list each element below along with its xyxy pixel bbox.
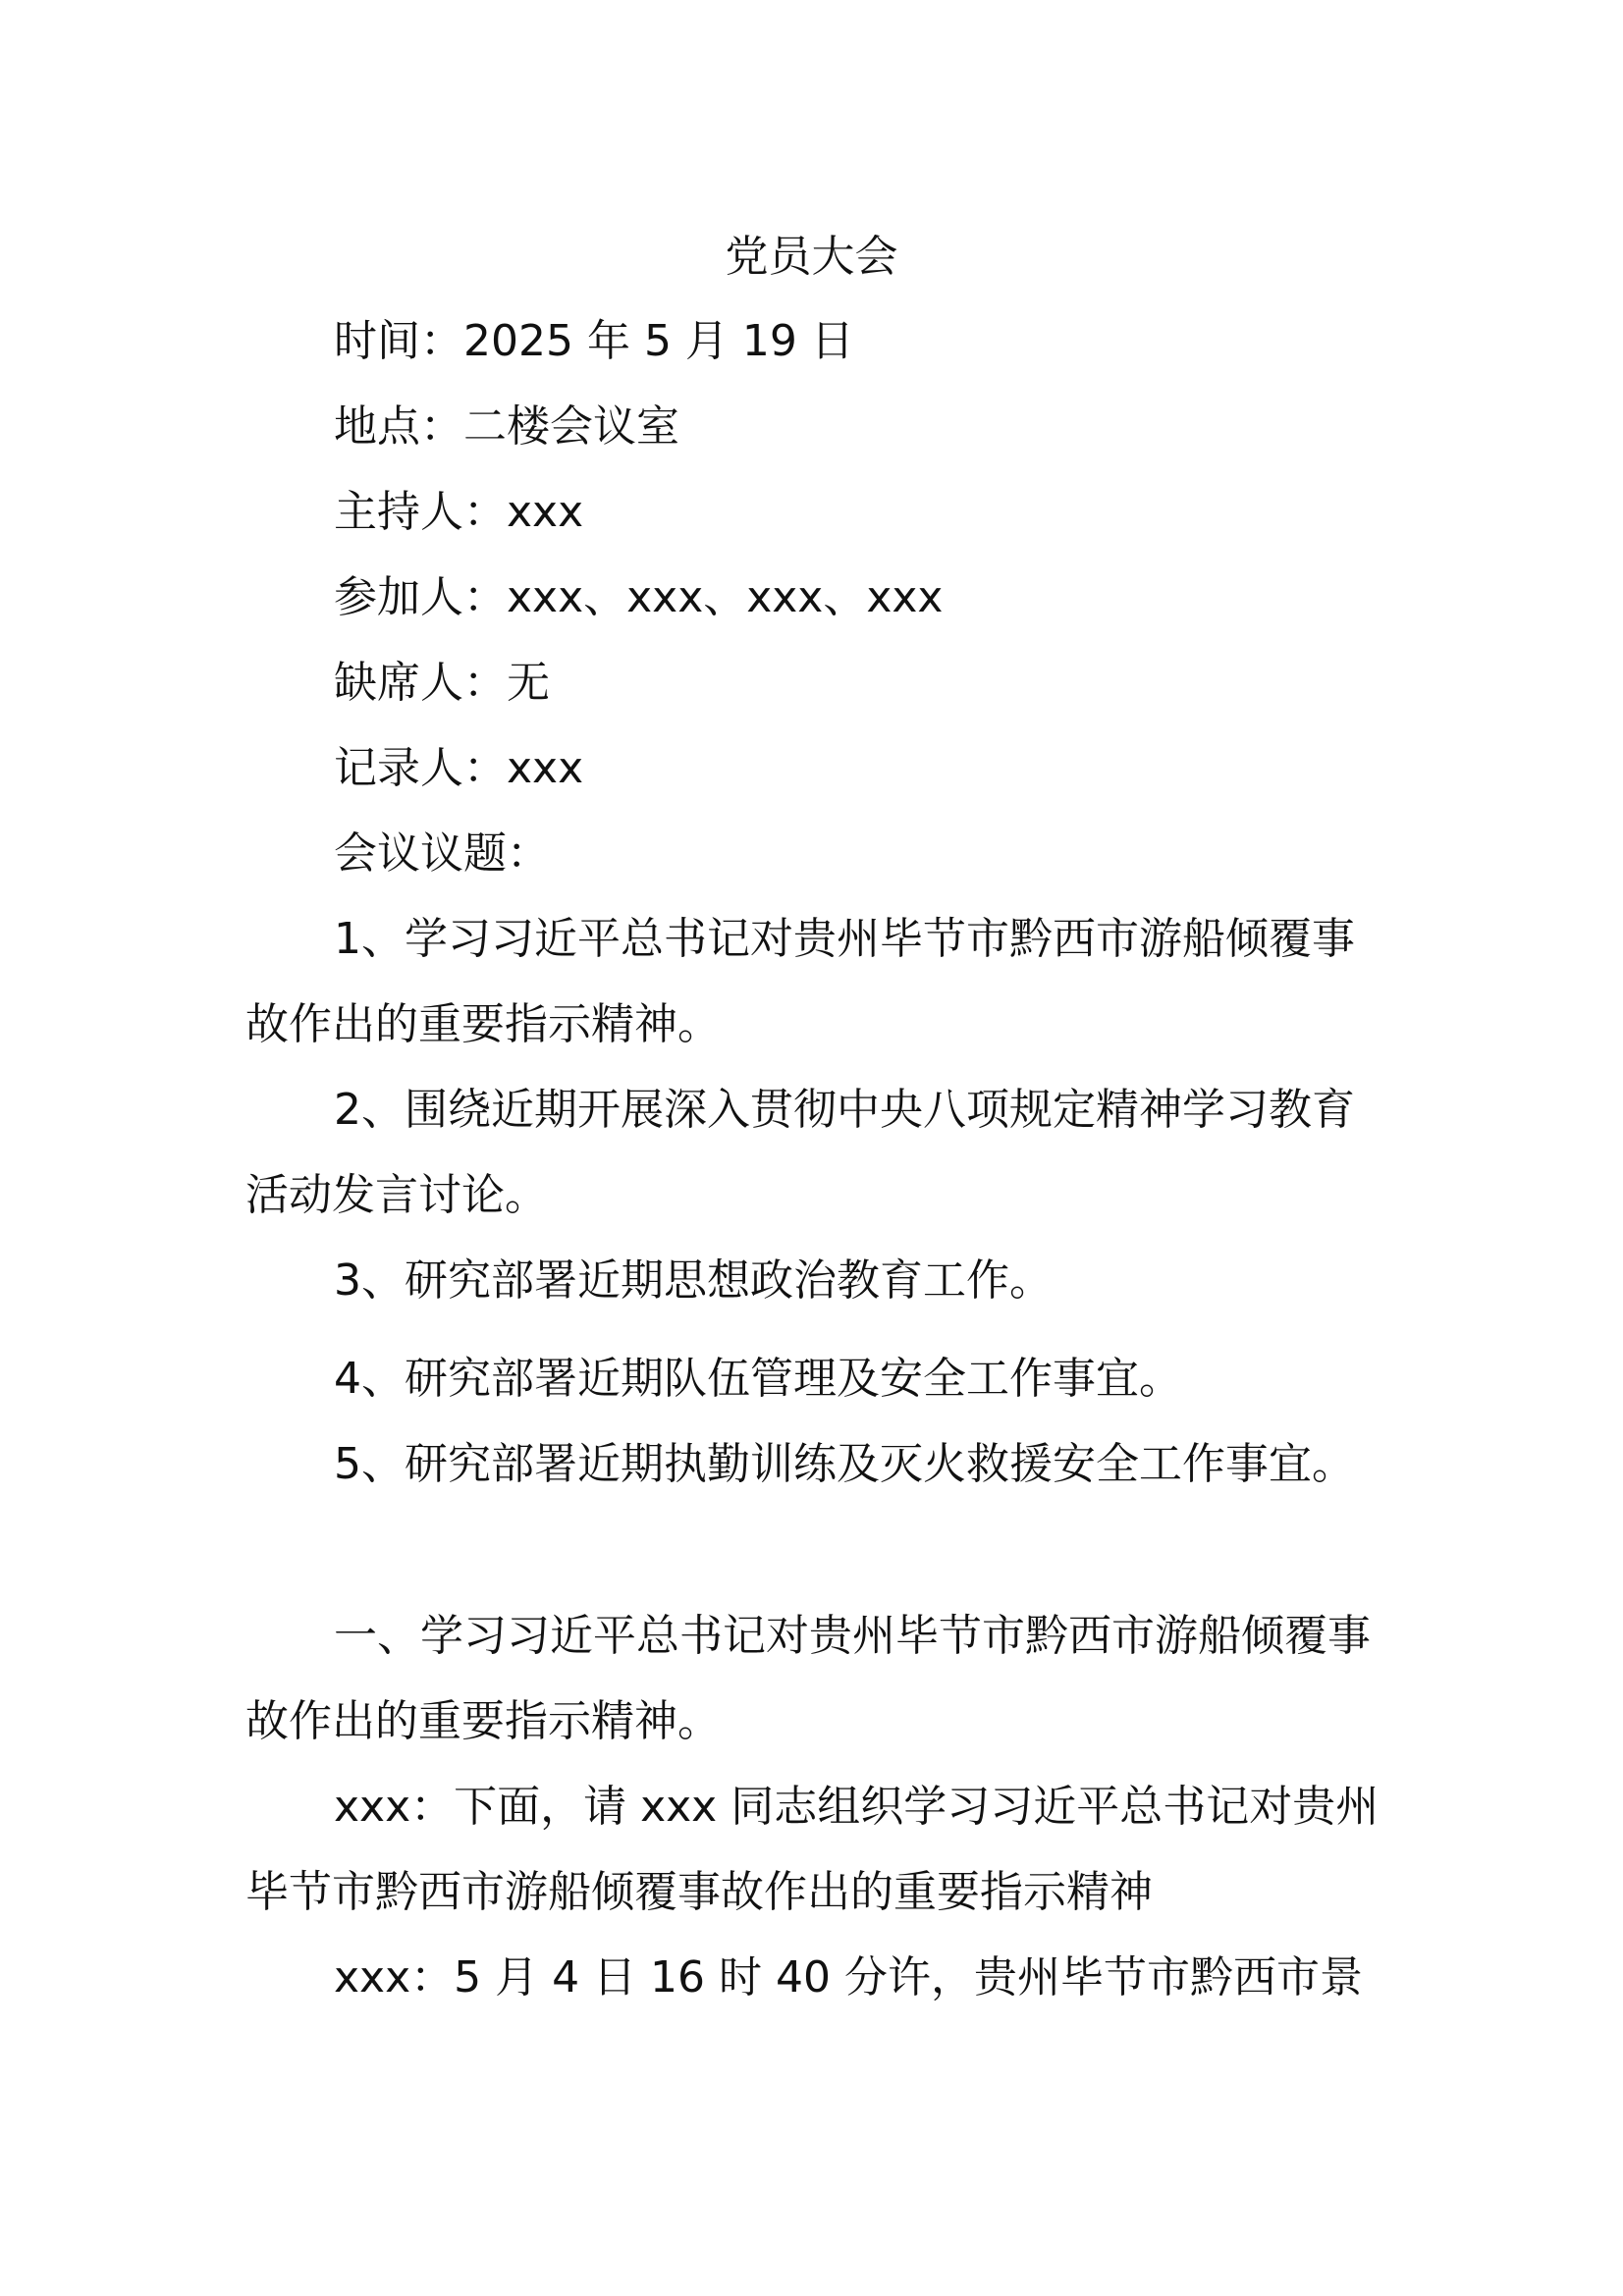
document-title: 党员大会 <box>725 232 898 282</box>
meeting-host: 主持人：xxx <box>334 487 584 537</box>
agenda-heading: 会议议题： <box>334 828 550 879</box>
agenda-item-2-line1: 2、围绕近期开展深入贯彻中央八项规定精神学习教育 <box>334 1085 1355 1135</box>
agenda-item-5: 5、研究部署近期执勤训练及灭火救援安全工作事宜。 <box>334 1439 1355 1489</box>
meeting-participants: 参加人：xxx、xxx、xxx、xxx <box>334 572 944 622</box>
section-1-para1-line2: 毕节市黔西市游船倾覆事故作出的重要指示精神 <box>245 1867 1153 1917</box>
section-1-para1-line1: xxx：下面，请 xxx 同志组织学习习近平总书记对贵州 <box>334 1782 1380 1832</box>
section-1-para2-line1: xxx：5 月 4 日 16 时 40 分许，贵州毕节市黔西市景 <box>334 1952 1363 2002</box>
section-1-heading-line1: 一、学习习近平总书记对贵州毕节市黔西市游船倾覆事 <box>334 1611 1371 1661</box>
agenda-item-1-line2: 故作出的重要指示精神。 <box>245 999 721 1049</box>
agenda-item-4: 4、研究部署近期队伍管理及安全工作事宜。 <box>334 1354 1182 1404</box>
agenda-item-2-line2: 活动发言讨论。 <box>245 1170 548 1220</box>
section-1-heading-line2: 故作出的重要指示精神。 <box>245 1696 721 1746</box>
meeting-recorder: 记录人：xxx <box>334 743 584 793</box>
meeting-location: 地点：二楼会议室 <box>334 401 679 452</box>
meeting-absent: 缺席人：无 <box>334 658 550 708</box>
meeting-time: 时间：2025 年 5 月 19 日 <box>334 316 854 366</box>
agenda-item-1-line1: 1、学习习近平总书记对贵州毕节市黔西市游船倾覆事 <box>334 914 1355 964</box>
agenda-item-3: 3、研究部署近期思想政治教育工作。 <box>334 1255 1053 1306</box>
